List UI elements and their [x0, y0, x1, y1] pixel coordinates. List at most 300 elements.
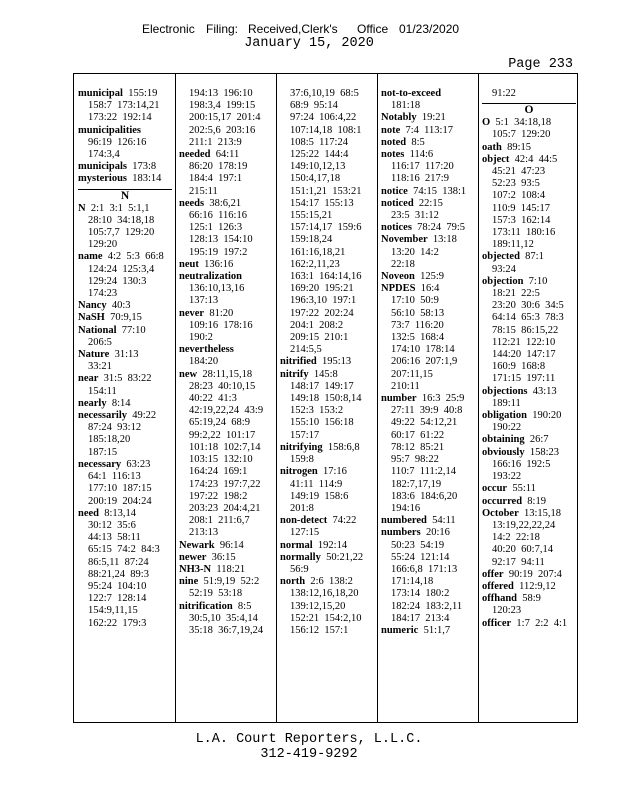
filing-date: 01/23/2020	[399, 22, 460, 36]
index-refs-continued: 171:14,18	[391, 576, 434, 588]
index-refs-continued: 183:6 184:6,20	[391, 490, 458, 502]
index-refs: 1:7 2:2 4:1	[516, 617, 568, 629]
index-refs: 195:13	[322, 356, 352, 368]
index-refs: 16:3 25:9	[421, 393, 465, 405]
index-term: notes	[381, 149, 405, 161]
index-term: numeric	[381, 624, 419, 636]
index-term: nitrogen	[280, 466, 318, 478]
index-refs-continued: 40:22 41:3	[189, 393, 237, 405]
index-refs-continued: 154:17 155:13	[290, 197, 354, 209]
index-refs-continued: 30:5,10 35:4,14	[189, 612, 258, 624]
index-refs-continued: 65:19,24 68:9	[189, 417, 250, 429]
index-entry	[482, 496, 576, 508]
index-refs-continued: 86:5,11 87:24	[88, 556, 149, 568]
index-entry	[482, 154, 576, 166]
index-refs-continued: 91:22	[492, 88, 516, 99]
index-entry	[179, 564, 273, 576]
footer	[0, 733, 618, 762]
index-term: necessarily	[78, 410, 127, 422]
index-refs-continued: 215:11	[189, 185, 218, 197]
filing-word-office: Office	[357, 22, 389, 36]
index-refs-continued: 30:12 35:6	[88, 519, 136, 531]
index-refs-continued: 164:24 169:1	[189, 466, 248, 478]
index-column-3	[280, 88, 374, 637]
index-refs-continued: 203:23 204:4,21	[189, 502, 261, 514]
index-refs-continued: 139:12,15,20	[290, 600, 346, 612]
index-refs-continued: 198:3,4 199:15	[189, 100, 256, 112]
index-refs-continued: 208:1 211:6,7	[189, 515, 250, 527]
index-entry	[280, 552, 374, 564]
column-divider	[175, 74, 176, 722]
index-refs-continued: 155:15,21	[290, 210, 333, 222]
index-entry	[179, 601, 273, 613]
index-term: noticed	[381, 197, 414, 209]
index-refs: 118:21	[216, 563, 246, 575]
index-refs-continued: 166:6,8 171:13	[391, 563, 458, 575]
index-term: number	[381, 393, 417, 405]
index-refs-continued: 124:24 125:3,4	[88, 263, 155, 275]
index-refs-continued: 209:15 210:1	[290, 332, 349, 344]
index-refs: 145:8	[313, 368, 338, 380]
index-refs: 43:13	[532, 385, 557, 397]
index-entry	[381, 88, 475, 100]
index-term: occurred	[482, 495, 523, 507]
index-entry	[78, 459, 172, 471]
index-entry	[381, 515, 475, 527]
index-refs-continued: 163:1 164:14,16	[290, 271, 362, 283]
index-entry	[482, 593, 576, 605]
index-refs: 112:9,12	[519, 580, 556, 592]
index-column-5	[482, 88, 576, 630]
index-refs-continued: 52:23 93:5	[492, 178, 540, 190]
index-refs: 158:6,8	[327, 441, 360, 453]
index-refs: 158:23	[529, 446, 560, 458]
index-refs-continued: 125:22 144:4	[290, 149, 349, 161]
index-refs-continued: 173:14 180:2	[391, 588, 450, 600]
index-refs-continued: 129:20	[88, 239, 118, 251]
index-entry	[78, 312, 172, 324]
index-refs-continued: 23:5 31:12	[391, 210, 439, 222]
index-refs-continued: 149:18 150:8,14	[290, 393, 362, 405]
index-refs-continued: 41:11 114:9	[290, 478, 343, 490]
index-term: offhand	[482, 593, 518, 605]
index-term: Nature	[78, 349, 110, 361]
index-refs: 114:6	[409, 149, 434, 161]
index-refs-continued: 159:8	[290, 454, 314, 466]
index-term: Nancy	[78, 300, 107, 312]
index-refs: 54:11	[432, 515, 456, 527]
index-refs: 90:19 207:4	[508, 568, 562, 580]
index-term: October	[482, 507, 519, 519]
index-entry	[381, 222, 475, 234]
index-refs: 31:13	[114, 349, 139, 361]
index-refs-continued: 174:10 178:14	[391, 344, 455, 356]
index-refs: 96:14	[219, 539, 244, 551]
index-refs-continued: 197:22 202:24	[290, 307, 354, 319]
index-refs-continued: 159:18,24	[290, 234, 333, 246]
index-refs-continued: 73:7 116:20	[391, 319, 444, 331]
index-term: occur	[482, 483, 508, 495]
index-refs-continued: 56:10 58:13	[391, 307, 445, 319]
reporter-name: L.A. Court Reporters, L.L.C.	[195, 732, 423, 747]
index-entry	[482, 117, 576, 129]
index-entry	[179, 198, 273, 210]
index-refs-continued: 28:23 40:10,15	[189, 380, 256, 392]
index-entry	[482, 386, 576, 398]
page-number: Page 233	[508, 57, 573, 72]
index-refs: 192:14	[317, 539, 348, 551]
index-term: National	[78, 324, 117, 336]
index-refs-continued: 105:7,7 129:20	[88, 227, 155, 239]
index-refs: 31:5 83:22	[103, 373, 152, 385]
index-refs-continued: 44:13 58:11	[88, 532, 141, 544]
index-entry	[78, 325, 172, 337]
index-entry	[381, 112, 475, 124]
index-entry	[78, 88, 172, 100]
filing-stamp	[0, 22, 618, 36]
index-refs-continued: 213:13	[189, 527, 219, 539]
index-refs: 36:15	[211, 551, 236, 563]
index-refs-continued: 210:11	[391, 380, 420, 392]
index-refs-continued: 136:10,13,16	[189, 283, 245, 295]
index-term: necessary	[78, 458, 122, 470]
index-refs: 50:21,22	[326, 551, 364, 563]
index-refs: 183:14	[132, 173, 162, 185]
index-entry	[482, 276, 576, 288]
index-refs-continued: 97:24 106:4,22	[290, 112, 357, 124]
index-refs-continued: 66:16 116:16	[189, 210, 247, 222]
index-refs: 70:9,15	[110, 312, 142, 324]
index-refs-continued: 52:19 53:18	[189, 588, 243, 600]
index-refs: 4:2 5:3 66:8	[107, 251, 164, 263]
filing-word-received: Received,Clerk's	[248, 22, 338, 36]
index-term: nitrified	[280, 356, 317, 368]
index-term: nearly	[78, 397, 107, 409]
index-refs-continued: 105:7 129:20	[492, 129, 551, 141]
index-refs-continued: 40:20 60:7,14	[492, 544, 553, 556]
index-refs-continued: 109:16 178:16	[189, 319, 253, 331]
index-entry	[381, 149, 475, 161]
index-refs: 89:15	[507, 141, 532, 153]
index-entry	[482, 410, 576, 422]
index-refs-continued: 193:22	[492, 471, 522, 483]
index-entry	[381, 234, 475, 246]
index-entry	[78, 373, 172, 385]
index-term: Notably	[381, 112, 417, 124]
index-refs-continued: 18:21 22:5	[492, 288, 540, 300]
index-refs: 58:9	[522, 593, 541, 605]
index-refs-continued: 200:19 204:24	[88, 495, 152, 507]
index-entry	[78, 410, 172, 422]
index-refs-continued: 184:17 213:4	[391, 612, 450, 624]
index-term: obtaining	[482, 434, 525, 446]
index-entry	[78, 161, 172, 173]
index-entry	[179, 540, 273, 552]
filing-word-filing: Filing:	[206, 22, 239, 36]
index-term: offered	[482, 580, 514, 592]
column-divider	[377, 74, 378, 722]
index-refs: 63:23	[126, 458, 151, 470]
index-term: nevertheless	[179, 344, 234, 356]
index-refs: 2:6 138:2	[310, 576, 353, 588]
index-term: nitrify	[280, 368, 309, 380]
reporter-phone: 312-419-9292	[260, 746, 358, 762]
index-term: never	[179, 307, 205, 319]
index-refs-continued: 108:5 117:24	[290, 136, 348, 148]
index-refs: 26:7	[529, 434, 549, 446]
index-refs-continued: 64:1 116:13	[88, 471, 141, 483]
index-refs-continued: 196:3,10 197:1	[290, 295, 357, 307]
index-refs-continued: 110:9 145:17	[492, 202, 550, 214]
index-refs-continued: 93:24	[492, 263, 516, 275]
index-term: numbered	[381, 515, 427, 527]
index-entry	[78, 125, 172, 137]
index-refs-continued: 162:22 179:3	[88, 617, 147, 629]
index-refs: 8:19	[527, 495, 546, 507]
index-entry	[179, 149, 273, 161]
index-refs-continued: 157:3 162:14	[492, 214, 551, 226]
index-refs-continued: 206:5	[88, 336, 112, 348]
index-entry	[482, 508, 576, 520]
index-refs-continued: 107:2 108:4	[492, 190, 546, 202]
index-refs-continued: 149:19 158:6	[290, 490, 349, 502]
index-term: objections	[482, 385, 528, 397]
index-entry	[381, 137, 475, 149]
index-refs-continued: 158:7 173:14,21	[88, 100, 160, 112]
index-refs-continued: 50:23 54:19	[391, 539, 445, 551]
index-term: noted	[381, 136, 407, 148]
index-entry	[381, 393, 475, 405]
column-divider	[478, 74, 479, 722]
index-entry	[179, 369, 273, 381]
index-refs-continued: 160:9 168:8	[492, 361, 546, 373]
index-term: obviously	[482, 446, 525, 458]
index-refs-continued: 207:11,15	[391, 368, 433, 380]
index-refs-continued: 148:17 149:17	[290, 380, 354, 392]
index-refs-continued: 27:11 39:9 40:8	[391, 405, 463, 417]
index-refs: 8:13,14	[104, 507, 137, 519]
index-refs-continued: 107:14,18 108:1	[290, 124, 362, 136]
index-refs: 74:22	[332, 515, 357, 527]
index-refs: 74:15 138:1	[413, 185, 467, 197]
index-entry	[78, 173, 172, 185]
index-term: mysterious	[78, 173, 127, 185]
index-refs: 81:20	[209, 307, 234, 319]
index-entry	[280, 466, 374, 478]
index-refs-continued: 13:20 14:2	[391, 246, 439, 258]
index-refs-continued: 174:23 197:7,22	[189, 478, 261, 490]
index-entry	[179, 576, 273, 588]
index-term: note	[381, 124, 401, 136]
index-term: NH3-N	[179, 563, 212, 575]
index-term: oath	[482, 141, 502, 153]
index-entry	[78, 203, 172, 215]
index-entry	[381, 271, 475, 283]
index-refs-continued: 122:7 128:14	[88, 593, 147, 605]
index-term: November	[381, 234, 428, 246]
transcript-date: January 15, 2020	[244, 36, 374, 51]
index-refs-continued: 149:10,12,13	[290, 161, 346, 173]
index-refs: 20:16	[425, 527, 450, 539]
index-refs: 49:22	[132, 410, 157, 422]
index-refs-continued: 184:20	[189, 356, 219, 368]
index-refs-continued: 151:1,21 153:21	[290, 185, 362, 197]
index-column-1	[78, 88, 172, 630]
index-entry	[280, 356, 374, 368]
index-refs-continued: 157:17	[290, 429, 320, 441]
index-refs-continued: 37:6,10,19 68:5	[290, 88, 359, 99]
index-term: NaSH	[78, 312, 105, 324]
index-entry	[482, 251, 576, 263]
index-term: new	[179, 368, 198, 380]
index-term: N	[78, 202, 86, 214]
index-refs-continued: 197:22 198:2	[189, 490, 248, 502]
index-refs: 136:16	[204, 258, 234, 270]
index-refs-continued: 182:7,17,19	[391, 478, 442, 490]
index-refs: 7:10	[528, 275, 548, 287]
index-refs-continued: 96:19 126:16	[88, 136, 147, 148]
index-refs-continued: 206:16 207:1,9	[391, 356, 458, 368]
index-entry	[482, 434, 576, 446]
index-entry	[78, 349, 172, 361]
index-refs-continued: 137:13	[189, 295, 219, 307]
index-refs: 8:5	[411, 136, 425, 148]
index-term: notices	[381, 222, 412, 234]
index-term: needed	[179, 149, 211, 161]
index-entry	[78, 398, 172, 410]
index-entry	[381, 625, 475, 637]
index-entry	[179, 259, 273, 271]
index-refs-continued: 190:22	[492, 422, 522, 434]
index-term: officer	[482, 617, 512, 629]
index-refs-continued: 150:4,17,18	[290, 173, 341, 185]
index-refs-continued: 101:18 102:7,14	[189, 441, 261, 453]
index-refs-continued: 55:24 121:14	[391, 551, 450, 563]
index-refs: 42:4 44:5	[514, 153, 558, 165]
index-refs-continued: 194:16	[391, 502, 421, 514]
index-refs-continued: 156:12 157:1	[290, 624, 349, 636]
index-refs-continued: 42:19,22,24 43:9	[189, 405, 264, 417]
index-refs-continued: 182:24 183:2,11	[391, 600, 463, 612]
index-refs: 28:11,15,18	[202, 368, 253, 380]
index-refs: 155:19	[128, 88, 158, 99]
index-entry	[280, 515, 374, 527]
index-refs-continued: 161:16,18,21	[290, 246, 346, 258]
index-term: name	[78, 251, 103, 263]
index-term: nitrifying	[280, 441, 323, 453]
index-term: non-detect	[280, 515, 328, 527]
index-entry	[482, 581, 576, 593]
index-refs-continued: 187:15	[88, 446, 118, 458]
index-entry	[78, 508, 172, 520]
index-entry	[482, 447, 576, 459]
index-term: offer	[482, 568, 504, 580]
index-refs-continued: 181:18	[391, 100, 421, 112]
index-refs: 7:4 113:17	[405, 124, 453, 136]
index-term: needs	[179, 197, 205, 209]
index-term: numbers	[381, 527, 421, 539]
index-refs-continued: 194:13 196:10	[189, 88, 253, 99]
index-refs-continued: 204:1 208:2	[290, 319, 344, 331]
index-refs-continued: 88:21,24 89:3	[88, 568, 149, 580]
index-refs-continued: 154:11	[88, 385, 117, 397]
index-term: normally	[280, 551, 321, 563]
index-entry	[482, 142, 576, 154]
index-entry	[482, 483, 576, 495]
index-refs-continued: 214:5,5	[290, 344, 322, 356]
index-refs-continued: 92:17 94:11	[492, 556, 545, 568]
index-refs-continued: 125:1 126:3	[189, 222, 243, 234]
index-refs: 77:10	[121, 324, 146, 336]
index-refs-continued: 174:23	[88, 288, 118, 300]
index-refs-continued: 202:5,6 203:16	[189, 124, 256, 136]
index-refs-continued: 177:10 187:15	[88, 483, 152, 495]
index-refs-continued: 23:20 30:6 34:5	[492, 300, 564, 312]
index-term: O	[482, 117, 491, 129]
index-refs-continued: 144:20 147:17	[492, 349, 556, 361]
index-term: nitrification	[179, 600, 233, 612]
index-refs-continued: 45:21 47:23	[492, 166, 546, 178]
index-refs-continued: 173:22 192:14	[88, 112, 152, 124]
index-term: municipals	[78, 161, 128, 173]
index-refs: 13:15,18	[524, 507, 562, 519]
index-refs-continued: 49:22 54:12,21	[391, 417, 458, 429]
index-term: Newark	[179, 539, 215, 551]
index-refs: 22:15	[418, 197, 443, 209]
index-entry	[280, 442, 374, 454]
index-term: need	[78, 507, 99, 519]
index-term: north	[280, 576, 306, 588]
index-refs: 51:1,7	[423, 624, 451, 636]
index-refs-continued: 28:10 34:18,18	[88, 214, 155, 226]
index-entry	[78, 300, 172, 312]
index-refs-continued: 95:7 98:22	[391, 454, 439, 466]
index-refs-continued: 95:24 104:10	[88, 580, 147, 592]
index-refs-continued: 127:15	[290, 527, 320, 539]
index-refs: 40:3	[111, 300, 131, 312]
section-letter-heading: N	[78, 189, 172, 203]
index-entry	[280, 540, 374, 552]
index-refs-continued: 132:5 168:4	[391, 332, 445, 344]
index-refs-continued: 17:10 50:9	[391, 295, 439, 307]
index-refs: 17:16	[322, 466, 347, 478]
index-refs: 173:8	[132, 161, 157, 173]
filing-word-electronic: Electronic	[142, 22, 195, 36]
index-refs: 19:21	[421, 112, 446, 124]
index-refs: 51:9,19 52:2	[203, 576, 260, 588]
index-refs-continued: 154:9,11,15	[88, 605, 138, 617]
index-refs-continued: 78:12 85:21	[391, 441, 445, 453]
index-refs: 125:9	[420, 271, 445, 283]
index-term: neutralization	[179, 271, 242, 283]
index-refs-continued: 64:14 65:3 78:3	[492, 312, 564, 324]
index-refs-continued: 78:15 86:15,22	[492, 324, 559, 336]
index-refs-continued: 190:2	[189, 332, 213, 344]
index-refs-continued: 184:4 197:1	[189, 173, 243, 185]
index-refs-continued: 171:15 197:11	[492, 373, 556, 385]
index-term: municipalities	[78, 124, 142, 136]
index-refs: 13:18	[432, 234, 457, 246]
index-refs-continued: 116:17 117:20	[391, 161, 454, 173]
index-entry	[381, 283, 475, 295]
index-term: normal	[280, 539, 313, 551]
index-refs-continued: 110:7 111:2,14	[391, 466, 457, 478]
index-refs: 38:6,21	[209, 197, 242, 209]
index-refs: 8:14	[111, 397, 131, 409]
index-entry	[280, 369, 374, 381]
index-entry	[482, 569, 576, 581]
index-term: notice	[381, 185, 408, 197]
